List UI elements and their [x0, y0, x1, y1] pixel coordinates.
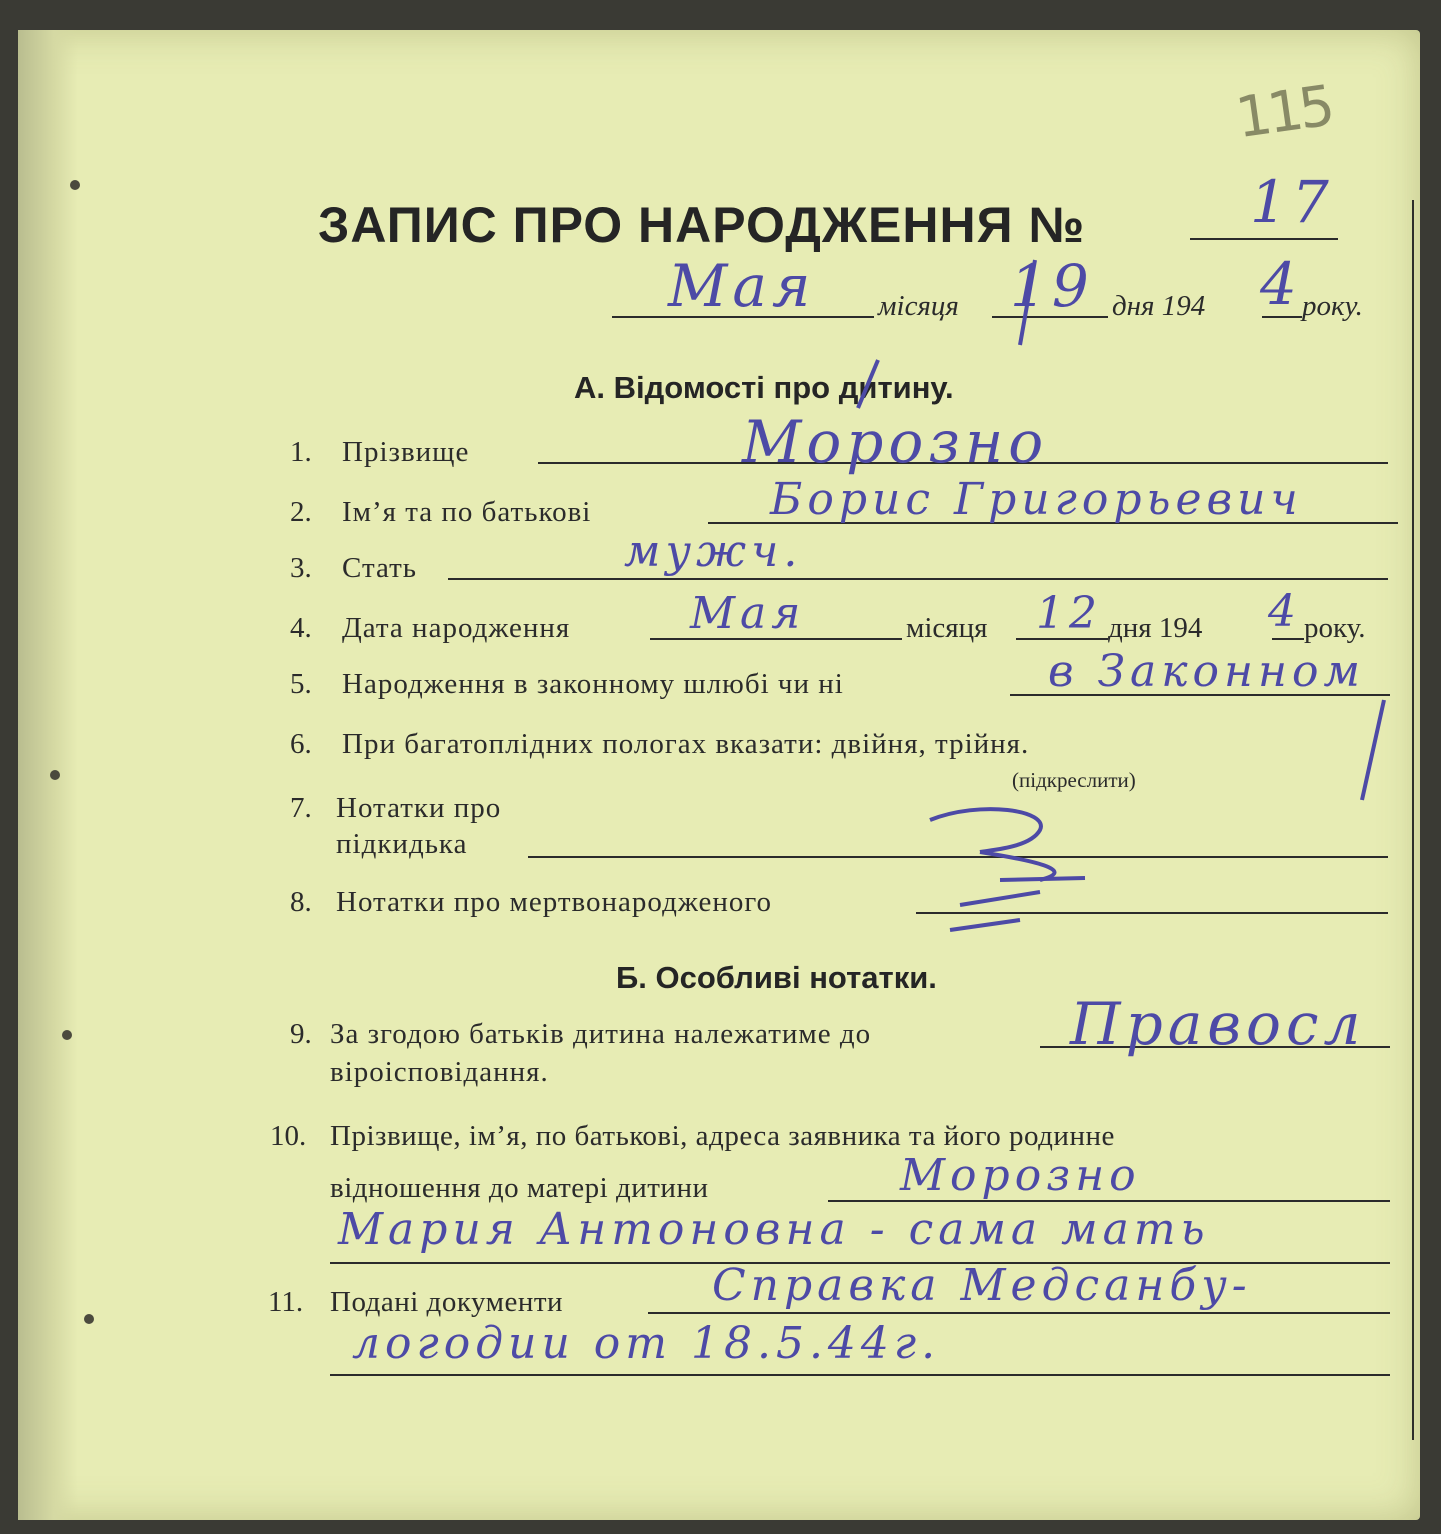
- field-11-value-1: Справка Медсанбу-: [712, 1260, 1252, 1311]
- field-6-label: При багатоплідних пологах вказати: двійня, трійня.: [342, 728, 1030, 760]
- field-10-label-1: Прізвище, ім’я, по батькові, адреса заявника та його родинне: [330, 1120, 1115, 1152]
- field-7-number: 7.: [290, 792, 312, 824]
- field-5-label: Народження в законному шлюбі чи ні: [342, 668, 844, 700]
- field-9-number: 9.: [290, 1018, 312, 1050]
- field-9-label-1: За згодою батьків дитина належатиме до: [330, 1018, 872, 1050]
- date-day-value: 19: [1010, 252, 1094, 320]
- field-11-label: Подані документи: [330, 1286, 564, 1318]
- date-year-value: 4: [1260, 250, 1302, 318]
- field-3-value: мужч.: [624, 526, 803, 577]
- field-7-label-2: підкидька: [336, 828, 468, 860]
- field-4-year-value: 4: [1268, 586, 1301, 637]
- field-9-label-2: віроісповідання.: [330, 1056, 549, 1088]
- field-11-line-1: [648, 1312, 1390, 1314]
- field-11-number: 11.: [268, 1286, 304, 1318]
- field-1-label: Прізвище: [342, 436, 470, 468]
- date-month-value: Мая: [668, 252, 816, 320]
- field-4-year-label: року.: [1304, 612, 1366, 644]
- field-4-label: Дата народження: [342, 612, 571, 644]
- record-title: ЗАПИС ПРО НАРОДЖЕННЯ №: [318, 197, 1086, 253]
- field-2-value: Борис Григорьевич: [770, 474, 1303, 525]
- field-4-day-value: 12: [1036, 588, 1102, 639]
- section-a-heading: А. Відомості про дитину.: [574, 370, 954, 405]
- field-2-label: Ім’я та по батькові: [342, 496, 592, 528]
- field-5-value: в Законном: [1048, 646, 1365, 697]
- field-8-label: Нотатки про мертвонародженого: [336, 886, 773, 918]
- field-11-value-2: логодии от 18.5.44г.: [352, 1318, 941, 1369]
- record-number: 17: [1250, 168, 1334, 236]
- field-10-label-2: відношення до матері дитини: [330, 1172, 709, 1204]
- field-4-number: 4.: [290, 612, 312, 644]
- date-year-label: року.: [1302, 290, 1363, 322]
- field-4-day-label: дня 194: [1108, 612, 1203, 644]
- field-10-value-2: Мария Антоновна - сама мать: [338, 1204, 1210, 1255]
- field-2-number: 2.: [290, 496, 312, 528]
- field-11-line-2: [330, 1374, 1390, 1376]
- field-4-month-value: Мая: [690, 588, 806, 639]
- archive-number: 115: [1231, 73, 1335, 152]
- field-3-number: 3.: [290, 552, 312, 584]
- field-6-note: (підкреслити): [1012, 768, 1136, 792]
- field-10-value-1: Морозно: [900, 1150, 1141, 1201]
- field-6-number: 6.: [290, 728, 312, 760]
- section-b-heading: Б. Особливі нотатки.: [616, 960, 937, 995]
- field-1-value: Морозно: [742, 408, 1049, 476]
- field-7-label-1: Нотатки про: [336, 792, 502, 824]
- date-month-label: місяця: [878, 290, 959, 322]
- field-9-value: Правосл: [1070, 990, 1366, 1058]
- field-8-number: 8.: [290, 886, 312, 918]
- field-10-number: 10.: [270, 1120, 307, 1152]
- field-3-label: Стать: [342, 552, 418, 584]
- date-day-label: дня 194: [1112, 290, 1206, 322]
- field-1-number: 1.: [290, 436, 312, 468]
- field-5-number: 5.: [290, 668, 312, 700]
- field-4-month-label: місяця: [906, 612, 988, 644]
